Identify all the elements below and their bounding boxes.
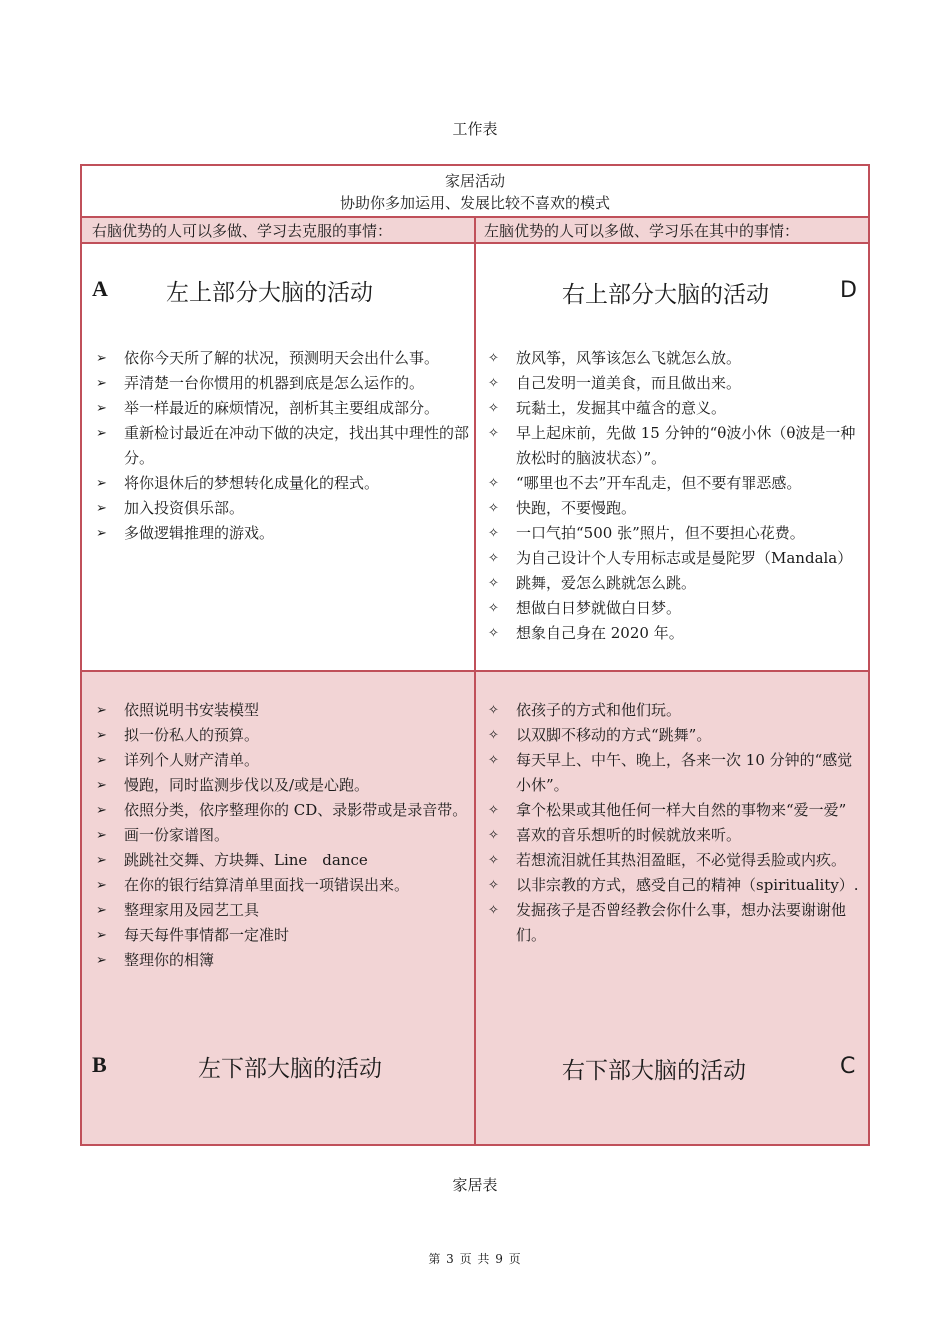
list-item: ✧ 喜欢的音乐想听的时候就放来听。 (482, 823, 860, 848)
arrow-bullet-icon: ➢ (96, 853, 107, 868)
list-item: ✧ “哪里也不去”开车乱走，但不要有罪恶感。 (482, 471, 860, 496)
arrow-bullet-icon: ➢ (96, 526, 107, 541)
sheet-title (82, 166, 868, 218)
quadrant-title: 右上部分大脑的活动 (562, 282, 769, 308)
list-item: ✧ 拿个松果或其他任何一样大自然的事物来“爱一爱” (482, 798, 860, 823)
list-item: ➢ 详列个人财产清单。 (90, 748, 472, 773)
quadrant-title: 右下部大脑的活动 (562, 1058, 746, 1084)
quadrant-letter: C (840, 1054, 856, 1079)
quadrant-letter: A (92, 276, 108, 301)
list-item: ➢ 弄清楚一台你惯用的机器到底是怎么运作的。 (90, 371, 472, 396)
list-item: ➢ 举一样最近的麻烦情况，剖析其主要组成部分。 (90, 396, 472, 421)
quadrant-letter: D (840, 278, 857, 303)
sheet-title-sub: 协助你多加运用、发展比较不喜欢的模式 (339, 194, 610, 212)
star-bullet-icon: ✧ (488, 803, 499, 818)
list-item: ✧ 每天早上、中午、晚上，各来一次 10 分钟的“感觉小休”。 (482, 748, 860, 798)
activity-list (482, 698, 860, 948)
list-item: ✧ 若想流泪就任其热泪盈眶，不必觉得丢脸或内疚。 (482, 848, 860, 873)
page-number: 第 3 页 共 9 页 (428, 1252, 522, 1266)
activity-sheet (80, 164, 870, 1146)
list-item: ✧ 早上起床前，先做 15 分钟的“θ波小休（θ波是一种放松时的脑波状态）”。 (482, 421, 860, 471)
quadrant-letter: B (92, 1052, 107, 1077)
star-bullet-icon: ✧ (488, 476, 499, 491)
list-item: ➢ 跳跳社交舞、方块舞、Line dance (90, 848, 472, 873)
list-item: ✧ 跳舞，爱怎么跳就怎么跳。 (482, 571, 860, 596)
arrow-bullet-icon: ➢ (96, 903, 107, 918)
list-item: ➢ 多做逻辑推理的游戏。 (90, 521, 472, 546)
star-bullet-icon: ✧ (488, 351, 499, 366)
quadrant-b (82, 672, 476, 1144)
star-bullet-icon: ✧ (488, 576, 499, 591)
arrow-bullet-icon: ➢ (96, 401, 107, 416)
arrow-bullet-icon: ➢ (96, 351, 107, 366)
list-item: ✧ 一口气拍“500 张”照片，但不要担心花费。 (482, 521, 860, 546)
list-item: ➢ 整理你的相簿 (90, 948, 472, 973)
list-item: ✧ 放风筝，风筝该怎么飞就怎么放。 (482, 346, 860, 371)
arrow-bullet-icon: ➢ (96, 703, 107, 718)
activity-list (482, 346, 860, 646)
star-bullet-icon: ✧ (488, 703, 499, 718)
arrow-bullet-icon: ➢ (96, 953, 107, 968)
activity-list (90, 698, 472, 973)
arrow-bullet-icon: ➢ (96, 778, 107, 793)
list-item: ➢ 重新检讨最近在冲动下做的决定，找出其中理性的部分。 (90, 421, 472, 471)
star-bullet-icon: ✧ (488, 551, 499, 566)
arrow-bullet-icon: ➢ (96, 753, 107, 768)
arrow-bullet-icon: ➢ (96, 828, 107, 843)
arrow-bullet-icon: ➢ (96, 728, 107, 743)
list-item: ✧ 以非宗教的方式，感受自己的精神（spirituality）. (482, 873, 860, 898)
list-item: ➢ 依照分类，依序整理你的 CD、录影带或是录音带。 (90, 798, 472, 823)
list-item: ✧ 自己发明一道美食，而且做出来。 (482, 371, 860, 396)
activity-list (90, 346, 472, 546)
list-item: ➢ 慢跑，同时监测步伐以及/或是心跑。 (90, 773, 472, 798)
list-item: ✧ 依孩子的方式和他们玩。 (482, 698, 860, 723)
list-item: ✧ 想做白日梦就做白日梦。 (482, 596, 860, 621)
star-bullet-icon: ✧ (488, 728, 499, 743)
star-bullet-icon: ✧ (488, 853, 499, 868)
list-item: ✧ 想象自己身在 2020 年。 (482, 621, 860, 646)
star-bullet-icon: ✧ (488, 903, 499, 918)
list-item: ✧ 以双脚不移动的方式“跳舞”。 (482, 723, 860, 748)
arrow-bullet-icon: ➢ (96, 803, 107, 818)
star-bullet-icon: ✧ (488, 828, 499, 843)
quadrant-title: 左上部分大脑的活动 (166, 280, 373, 306)
column-header-right: 左脑优势的人可以多做、学习乐在其中的事情： (476, 218, 868, 244)
list-item: ➢ 画一份家谱图。 (90, 823, 472, 848)
arrow-bullet-icon: ➢ (96, 878, 107, 893)
list-item: ✧ 发掘孩子是否曾经教会你什么事，想办法要谢谢他们。 (482, 898, 860, 948)
list-item: ➢ 整理家用及园艺工具 (90, 898, 472, 923)
star-bullet-icon: ✧ (488, 401, 499, 416)
quadrant-c (476, 672, 868, 1144)
star-bullet-icon: ✧ (488, 501, 499, 516)
arrow-bullet-icon: ➢ (96, 426, 107, 441)
arrow-bullet-icon: ➢ (96, 376, 107, 391)
star-bullet-icon: ✧ (488, 426, 499, 441)
arrow-bullet-icon: ➢ (96, 928, 107, 943)
list-item: ➢ 依照说明书安装模型 (90, 698, 472, 723)
column-header-left: 右脑优势的人可以多做、学习去克服的事情： (82, 218, 476, 244)
list-item: ➢ 将你退休后的梦想转化成量化的程式。 (90, 471, 472, 496)
list-item: ➢ 拟一份私人的预算。 (90, 723, 472, 748)
star-bullet-icon: ✧ (488, 526, 499, 541)
list-item: ➢ 依你今天所了解的状况，预测明天会出什么事。 (90, 346, 472, 371)
star-bullet-icon: ✧ (488, 601, 499, 616)
list-item: ➢ 在你的银行结算清单里面找一项错误出来。 (90, 873, 472, 898)
quadrant-title: 左下部大脑的活动 (198, 1056, 382, 1082)
arrow-bullet-icon: ➢ (96, 501, 107, 516)
star-bullet-icon: ✧ (488, 376, 499, 391)
page-header: 工作表 (452, 120, 498, 138)
list-item: ✧ 玩黏土，发掘其中蕴含的意义。 (482, 396, 860, 421)
list-item: ✧ 为自己设计个人专用标志或是曼陀罗（Mandala） (482, 546, 860, 571)
star-bullet-icon: ✧ (488, 878, 499, 893)
star-bullet-icon: ✧ (488, 626, 499, 641)
arrow-bullet-icon: ➢ (96, 476, 107, 491)
list-item: ➢ 每天每件事情都一定准时 (90, 923, 472, 948)
sheet-title-main: 家居活动 (444, 172, 505, 190)
list-item: ✧ 快跑，不要慢跑。 (482, 496, 860, 521)
page-footer: 家居表 (452, 1176, 498, 1194)
list-item: ➢ 加入投资俱乐部。 (90, 496, 472, 521)
star-bullet-icon: ✧ (488, 753, 499, 768)
quadrant-a (82, 244, 476, 672)
quadrant-d (476, 244, 868, 672)
